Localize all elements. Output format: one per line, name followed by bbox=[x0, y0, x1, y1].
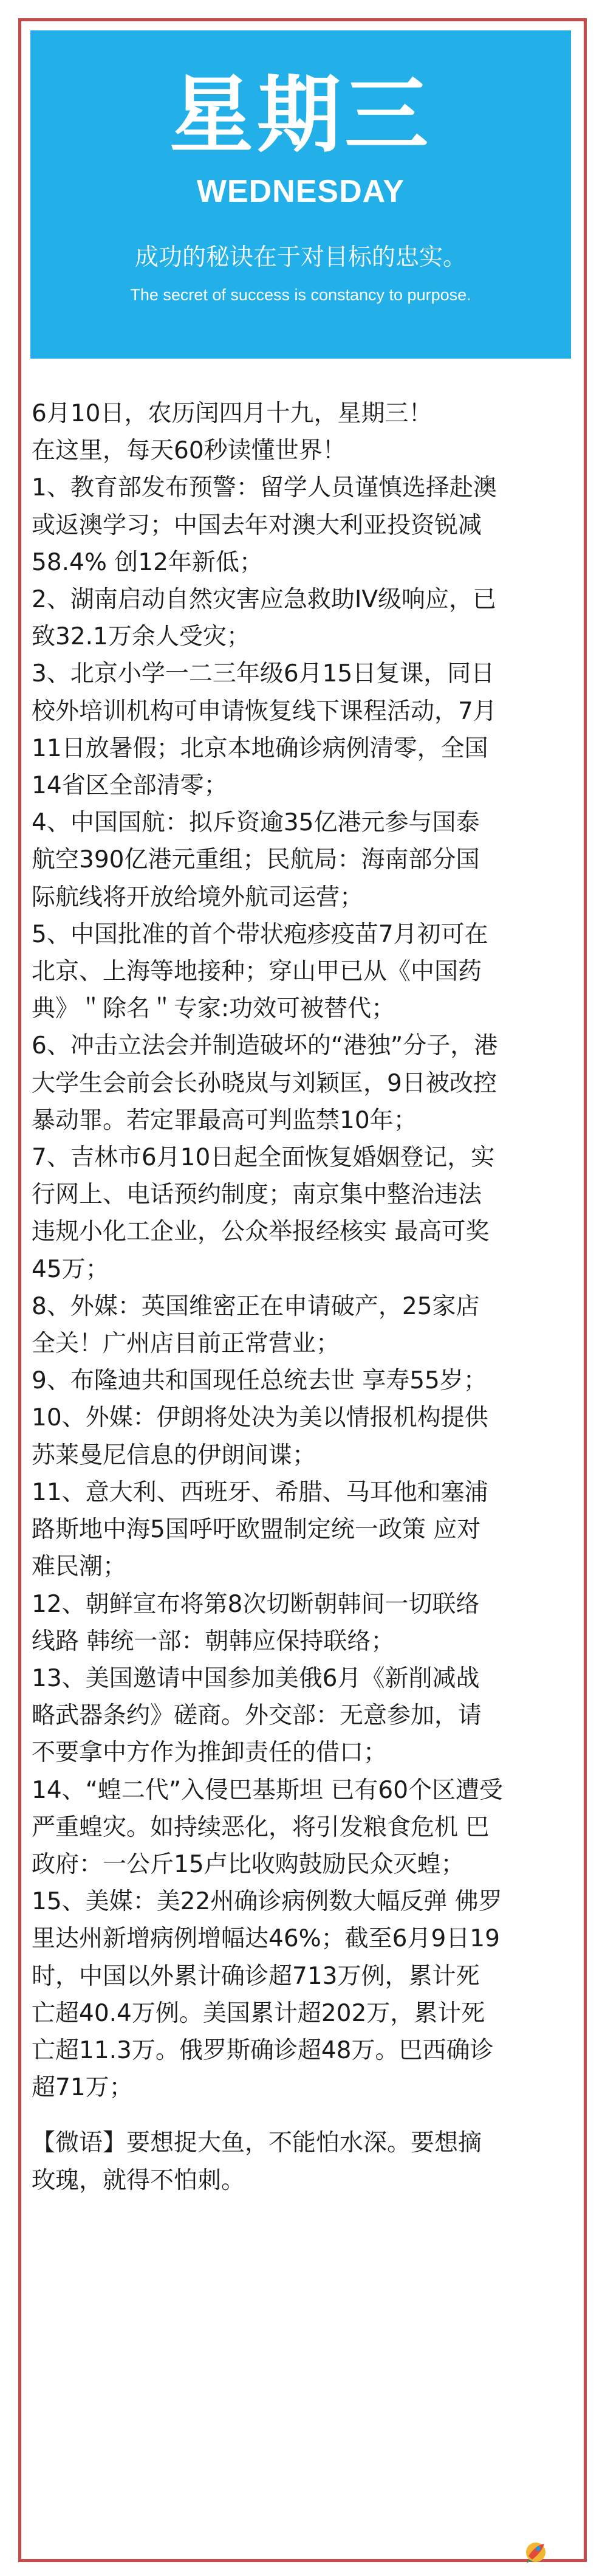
text-line: 45万； bbox=[32, 1255, 109, 1283]
text-line: 12、朝鲜宣布将第8次切断朝韩间一切联络 bbox=[32, 1590, 480, 1618]
text-line: 58.4% 创12年新低； bbox=[32, 548, 263, 576]
text-line: 违规小化工企业，公众举报经核实 最高可奖 bbox=[32, 1218, 490, 1246]
text-line: 亡超40.4万例。美国累计超202万，累计死 bbox=[32, 1999, 485, 2027]
text-line: 暴动罪。若定罪最高可判监禁10年； bbox=[32, 1106, 417, 1134]
text-line: 6、冲击立法会并制造破坏的“港独”分子，港 bbox=[32, 1032, 498, 1060]
quote-english: The secret of success is constancy to purpose. bbox=[130, 286, 471, 304]
quote-chinese: 成功的秘诀在于对目标的忠实。 bbox=[134, 244, 467, 271]
text-line: 10、外媒：伊朗将处决为美以情报机构提供 bbox=[32, 1404, 488, 1432]
text-line: 难民潮； bbox=[32, 1553, 127, 1581]
text-line: 路斯地中海5国呼吁欧盟制定统一政策 应对 bbox=[32, 1516, 481, 1544]
text-line: 11日放暑假；北京本地确诊病例清零，全国 bbox=[32, 734, 488, 762]
text-line: 3、北京小学一二三年级6月15日复课，同日 bbox=[32, 660, 495, 688]
text-line: 北京、上海等地接种；穿山甲已从《中国药 bbox=[32, 958, 482, 986]
text-line: 亡超11.3万。俄罗斯确诊超48万。巴西确诊 bbox=[32, 2036, 494, 2064]
text-line: 行网上、电话预约制度；南京集中整治违法 bbox=[32, 1181, 482, 1209]
text-line: 9、布隆迪共和国现任总统去世 享寿55岁； bbox=[32, 1367, 487, 1395]
news-content bbox=[32, 395, 566, 2199]
day-subtitle: WEDNESDAY bbox=[196, 174, 405, 209]
text-line: 14、“蝗二代”入侵巴基斯坦 已有60个区遭受 bbox=[32, 1776, 504, 1804]
text-line: 15、美媒：美22州确诊病例数大幅反弹 佛罗 bbox=[32, 1888, 502, 1916]
text-line: 在这里，每天60秒读懂世界！ bbox=[32, 437, 346, 465]
text-line: 苏莱曼尼信息的伊朗间谍； bbox=[32, 1441, 316, 1469]
text-line: 略武器条约》磋商。外交部：无意参加，请 bbox=[32, 1702, 482, 1730]
text-line: 2、湖南启动自然灾害应急救助IV级响应，已 bbox=[32, 586, 496, 614]
text-line: 不要拿中方作为推卸责任的借口； bbox=[32, 1739, 388, 1767]
text-line: 航空390亿港元重组；民航局：海南部分国 bbox=[32, 846, 480, 874]
text-line: 线路 韩统一部：朝韩应保持联络； bbox=[32, 1627, 395, 1655]
text-line: 典》＂除名＂专家:功效可被替代； bbox=[32, 995, 395, 1023]
text-line: 超71万； bbox=[32, 2074, 133, 2102]
day-title: 星期三 bbox=[169, 66, 432, 164]
text-line: 大学生会前会长孙晓岚与刘颖匡，9日被改控 bbox=[32, 1069, 497, 1097]
rocket-logo-icon bbox=[524, 2538, 548, 2564]
text-line: 13、美国邀请中国参加美俄6月《新削减战 bbox=[32, 1664, 480, 1692]
text-line: 严重蝗灾。如持续恶化，将引发粮食危机 巴 bbox=[32, 1813, 490, 1841]
text-line: 14省区全部清零； bbox=[32, 772, 228, 800]
text-line: 政府：一公斤15卢比收购鼓励民众灭蝗； bbox=[32, 1850, 465, 1878]
text-line: 际航线将开放给境外航司运营； bbox=[32, 883, 364, 911]
closing-line: 玫瑰，就得不怕刺。 bbox=[32, 2166, 245, 2194]
text-line: 4、中国国航：拟斥资逾35亿港元参与国泰 bbox=[32, 809, 480, 837]
day-header bbox=[30, 30, 571, 359]
text-line: 致32.1万余人受灾； bbox=[32, 623, 250, 651]
text-line: 11、意大利、西班牙、希腊、马耳他和塞浦 bbox=[32, 1478, 488, 1506]
paragraph-gap bbox=[32, 2106, 566, 2124]
closing-line: 【微语】要想捉大鱼，不能怕水深。要想摘 bbox=[32, 2129, 482, 2157]
text-line: 里达州新增病例增幅达46%；截至6月9日19 bbox=[32, 1925, 500, 1953]
text-line: 7、吉林市6月10日起全面恢复婚姻登记，实 bbox=[32, 1144, 495, 1172]
text-line: 5、中国批准的首个带状疱疹疫苗7月初可在 bbox=[32, 920, 488, 948]
text-line: 全关！广州店目前正常营业； bbox=[32, 1330, 340, 1358]
text-line: 校外培训机构可申请恢复线下课程活动，7月 bbox=[32, 697, 497, 725]
text-line: 时，中国以外累计确诊超713万例，累计死 bbox=[32, 1962, 480, 1990]
text-line: 1、教育部发布预警：留学人员谨慎选择赴澳 bbox=[32, 474, 497, 502]
text-line: 6月10日，农历闰四月十九，星期三！ bbox=[32, 400, 432, 427]
text-line: 或返澳学习；中国去年对澳大利亚投资锐减 bbox=[32, 511, 482, 539]
text-line: 8、外媒：英国维密正在申请破产，25家店 bbox=[32, 1292, 480, 1320]
